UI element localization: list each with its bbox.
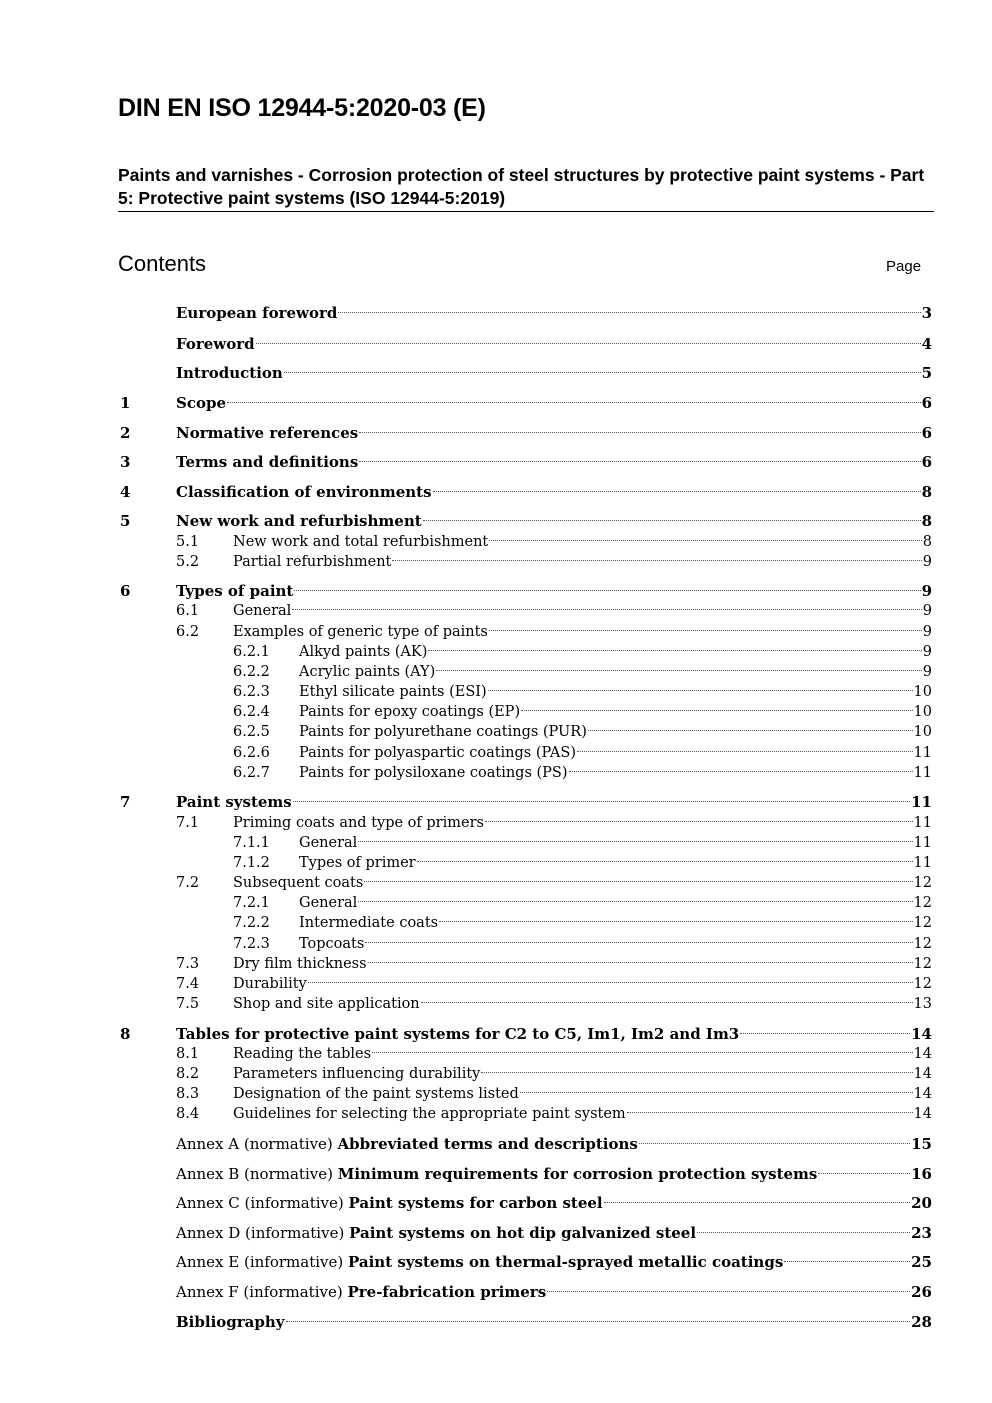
toc-entry-annex-c[interactable] bbox=[120, 1192, 932, 1214]
toc-entry-title: Types of paint bbox=[176, 582, 294, 600]
toc-entry-number: 1 bbox=[120, 394, 131, 412]
toc-entry-7-1[interactable] bbox=[120, 812, 932, 834]
leader-dots bbox=[547, 1291, 910, 1292]
toc-entry-title: Priming coats and type of primers bbox=[233, 815, 484, 831]
toc-entry-page: 12 bbox=[913, 936, 932, 952]
leader-dots bbox=[368, 962, 913, 963]
toc-entry-number: 8.4 bbox=[176, 1106, 200, 1122]
toc-entry-7-1-1[interactable] bbox=[120, 832, 932, 854]
leader-dots bbox=[338, 312, 920, 313]
leader-dots bbox=[358, 841, 912, 842]
toc-entry-7-3[interactable] bbox=[120, 953, 932, 975]
leader-dots bbox=[489, 630, 922, 631]
toc-entry-page: 26 bbox=[911, 1283, 932, 1301]
toc-entry-number: 7.4 bbox=[176, 976, 200, 992]
leader-dots bbox=[521, 710, 912, 711]
toc-entry-3[interactable] bbox=[120, 451, 932, 473]
toc-entry-6-2[interactable] bbox=[120, 621, 932, 643]
toc-entry-page: 15 bbox=[911, 1135, 932, 1153]
toc-entry-number: 8.2 bbox=[176, 1066, 200, 1082]
leader-dots bbox=[286, 1321, 911, 1322]
document-subtitle: Paints and varnishes - Corrosion protection of steel structures by protective paint systems - Part 5: Protective paint systems (ISO 12944-5:2019) bbox=[118, 164, 934, 212]
toc-entry-number: 4 bbox=[120, 483, 131, 501]
toc-entry-title: Partial refurbishment bbox=[233, 554, 392, 570]
toc-entry-7-2-2[interactable] bbox=[120, 912, 932, 934]
toc-entry-page: 5 bbox=[921, 364, 932, 382]
annex-title: Pre-fabrication primers bbox=[347, 1283, 547, 1301]
toc-entry-2[interactable] bbox=[120, 422, 932, 444]
toc-entry-page: 8 bbox=[921, 512, 932, 530]
toc-entry-title: Introduction bbox=[176, 364, 283, 382]
leader-dots bbox=[740, 1033, 910, 1034]
leader-dots bbox=[284, 372, 921, 373]
toc-entry-page: 13 bbox=[913, 996, 932, 1012]
toc-entry-page: 9 bbox=[922, 603, 932, 619]
annex-title: Paint systems for carbon steel bbox=[348, 1194, 603, 1212]
toc-entry-number: 3 bbox=[120, 453, 131, 471]
leader-dots bbox=[489, 540, 922, 541]
annex-prefix: Annex B (normative) bbox=[176, 1165, 338, 1183]
leader-dots bbox=[485, 821, 913, 822]
leader-dots bbox=[697, 1232, 910, 1233]
toc-entry-title: Terms and definitions bbox=[176, 453, 359, 471]
toc-entry-5-1[interactable] bbox=[120, 531, 932, 553]
leader-dots bbox=[256, 343, 921, 344]
leader-dots bbox=[227, 402, 921, 403]
leader-dots bbox=[292, 609, 921, 610]
leader-dots bbox=[627, 1112, 913, 1113]
leader-dots bbox=[359, 461, 920, 462]
toc-entry-8[interactable] bbox=[120, 1023, 932, 1045]
annex-title: Minimum requirements for corrosion protection systems bbox=[337, 1165, 818, 1183]
leader-dots bbox=[433, 491, 921, 492]
toc-entry-number: 7.2.3 bbox=[233, 936, 270, 952]
annex-prefix: Annex C (informative) bbox=[176, 1194, 349, 1212]
toc-entry-title: Designation of the paint systems listed bbox=[233, 1086, 519, 1102]
leader-dots bbox=[588, 730, 913, 731]
toc-entry-title: Acrylic paints (AY) bbox=[299, 664, 436, 680]
toc-entry-title: Scope bbox=[176, 394, 227, 412]
annex-prefix: Annex E (informative) bbox=[176, 1253, 349, 1271]
toc-entry-number: 6 bbox=[120, 582, 131, 600]
toc-entry-page: 3 bbox=[921, 304, 932, 322]
toc-entry-number: 7 bbox=[120, 793, 131, 811]
toc-entry-7-2-1[interactable] bbox=[120, 892, 932, 914]
toc-entry-page: 9 bbox=[922, 554, 932, 570]
leader-dots bbox=[392, 560, 921, 561]
contents-heading: Contents bbox=[118, 251, 207, 276]
leader-dots bbox=[439, 921, 912, 922]
toc-entry-number: 2 bbox=[120, 424, 131, 442]
toc-entry-page: 20 bbox=[911, 1194, 932, 1212]
leader-dots bbox=[421, 1002, 913, 1003]
toc-entry-7-2[interactable] bbox=[120, 872, 932, 894]
toc-entry-8-4[interactable] bbox=[120, 1103, 932, 1125]
toc-entry-page: 9 bbox=[922, 624, 932, 640]
toc-entry-title: New work and total refurbishment bbox=[233, 534, 489, 550]
toc-entry-page: 6 bbox=[921, 424, 932, 442]
toc-entry-6-2-5[interactable] bbox=[120, 721, 932, 743]
toc-entry-page: 11 bbox=[913, 815, 932, 831]
toc-entry-title: Paints for polysiloxane coatings (PS) bbox=[299, 765, 568, 781]
toc-entry-title: Foreword bbox=[176, 335, 255, 353]
toc-entry-6-2-4[interactable] bbox=[120, 701, 932, 723]
toc-entry-title: European foreword bbox=[176, 304, 338, 322]
document-title: DIN EN ISO 12944-5:2020-03 (E) bbox=[118, 94, 486, 122]
leader-dots bbox=[577, 751, 913, 752]
leader-dots bbox=[784, 1261, 910, 1262]
leader-dots bbox=[364, 881, 912, 882]
toc-entry-page: 28 bbox=[911, 1313, 932, 1331]
toc-entry-page: 10 bbox=[913, 724, 932, 740]
toc-entry-title: Paints for polyurethane coatings (PUR) bbox=[299, 724, 587, 740]
toc-entry-number: 6.2.5 bbox=[233, 724, 270, 740]
toc-entry-page: 11 bbox=[913, 745, 932, 761]
toc-entry-title: Subsequent coats bbox=[233, 875, 364, 891]
toc-entry-number: 5.1 bbox=[176, 534, 200, 550]
leader-dots bbox=[639, 1143, 910, 1144]
toc-entry-title: Dry film thickness bbox=[233, 956, 367, 972]
toc-entry-number: 7.2 bbox=[176, 875, 200, 891]
toc-entry-number: 5 bbox=[120, 512, 131, 530]
toc-entry-page: 25 bbox=[911, 1253, 932, 1271]
toc-entry-page: 12 bbox=[913, 956, 932, 972]
toc-entry-european-foreword[interactable] bbox=[120, 302, 932, 324]
toc-entry-number: 8 bbox=[120, 1025, 131, 1043]
toc-entry-title: New work and refurbishment bbox=[176, 512, 422, 530]
toc-entry-number: 7.1.1 bbox=[233, 835, 270, 851]
toc-entry-title: Paints for polyaspartic coatings (PAS) bbox=[299, 745, 576, 761]
toc-entry-4[interactable] bbox=[120, 481, 932, 503]
leader-dots bbox=[372, 1052, 912, 1053]
toc-entry-page: 14 bbox=[913, 1066, 932, 1082]
annex-title: Abbreviated terms and descriptions bbox=[337, 1135, 638, 1153]
leader-dots bbox=[436, 670, 921, 671]
toc-entry-annex-e[interactable] bbox=[120, 1251, 932, 1273]
leader-dots bbox=[818, 1173, 910, 1174]
toc-entry-page: 6 bbox=[921, 453, 932, 471]
toc-entry-number: 6.2.3 bbox=[233, 684, 270, 700]
annex-prefix: Annex A (normative) bbox=[176, 1135, 338, 1153]
toc-entry-page: 9 bbox=[922, 664, 932, 680]
toc-entry-title: Classification of environments bbox=[176, 483, 432, 501]
toc-entry-number: 7.3 bbox=[176, 956, 200, 972]
toc-entry-title: Ethyl silicate paints (ESI) bbox=[299, 684, 487, 700]
toc-entry-page: 4 bbox=[921, 335, 932, 353]
toc-entry-page: 16 bbox=[911, 1165, 932, 1183]
toc-entry-number: 7.2.2 bbox=[233, 915, 270, 931]
toc-entry-number: 6.2.4 bbox=[233, 704, 270, 720]
toc-entry-number: 6.2.1 bbox=[233, 644, 270, 660]
toc-entry-page: 12 bbox=[913, 875, 932, 891]
toc-entry-number: 6.2 bbox=[176, 624, 200, 640]
toc-entry-7-4[interactable] bbox=[120, 973, 932, 995]
toc-entry-page: 10 bbox=[913, 684, 932, 700]
toc-entry-annex-a[interactable] bbox=[120, 1133, 932, 1155]
leader-dots bbox=[488, 690, 913, 691]
toc-entry-title: Guidelines for selecting the appropriate paint system bbox=[233, 1106, 626, 1122]
toc-entry-title: Bibliography bbox=[176, 1313, 285, 1331]
toc-entry-number: 7.1 bbox=[176, 815, 200, 831]
toc-entry-number: 7.2.1 bbox=[233, 895, 270, 911]
toc-entry-page: 8 bbox=[921, 483, 932, 501]
toc-entry-7-1-2[interactable] bbox=[120, 852, 932, 874]
toc-entry-8-1[interactable] bbox=[120, 1043, 932, 1065]
leader-dots bbox=[358, 901, 912, 902]
toc-entry-title: Paint systems bbox=[176, 793, 292, 811]
toc-entry-bibliography[interactable] bbox=[120, 1311, 932, 1333]
toc-entry-number: 6.2.7 bbox=[233, 765, 270, 781]
toc-entry-5[interactable] bbox=[120, 510, 932, 532]
leader-dots bbox=[481, 1072, 912, 1073]
toc-entry-page: 14 bbox=[913, 1086, 932, 1102]
leader-dots bbox=[520, 1092, 913, 1093]
toc-entry-page: 9 bbox=[922, 644, 932, 660]
toc-entry-number: 7.1.2 bbox=[233, 855, 270, 871]
leader-dots bbox=[417, 861, 913, 862]
toc-entry-page: 12 bbox=[913, 915, 932, 931]
toc-entry-title: General bbox=[299, 835, 358, 851]
toc-entry-6-2-1[interactable] bbox=[120, 641, 932, 663]
toc-entry-page: 14 bbox=[911, 1025, 932, 1043]
toc-entry-number: 7.5 bbox=[176, 996, 200, 1012]
toc-entry-8-3[interactable] bbox=[120, 1083, 932, 1105]
toc-entry-page: 23 bbox=[911, 1224, 932, 1242]
toc-entry-6-2-3[interactable] bbox=[120, 681, 932, 703]
toc-entry-page: 10 bbox=[913, 704, 932, 720]
toc-entry-number: 6.2.6 bbox=[233, 745, 270, 761]
page-column-label: Page bbox=[886, 258, 922, 275]
toc-entry-8-2[interactable] bbox=[120, 1063, 932, 1085]
toc-entry-title: Alkyd paints (AK) bbox=[299, 644, 428, 660]
toc-entry-6-2-7[interactable] bbox=[120, 762, 932, 784]
leader-dots bbox=[428, 650, 921, 651]
toc-entry-title: Paints for epoxy coatings (EP) bbox=[299, 704, 521, 720]
toc-entry-title: Examples of generic type of paints bbox=[233, 624, 488, 640]
annex-prefix: Annex F (informative) bbox=[176, 1283, 348, 1301]
toc-entry-page: 11 bbox=[911, 793, 932, 811]
toc-entry-6-1[interactable] bbox=[120, 600, 932, 622]
toc-entry-title: Tables for protective paint systems for C2 to C5, Im1, Im2 and Im3 bbox=[176, 1025, 740, 1043]
annex-prefix: Annex D (informative) bbox=[176, 1224, 350, 1242]
toc-entry-title: General bbox=[233, 603, 292, 619]
toc-entry-page: 11 bbox=[913, 855, 932, 871]
toc-entry-title: Types of primer bbox=[299, 855, 416, 871]
toc-entry-7-2-3[interactable] bbox=[120, 933, 932, 955]
toc-entry-7-5[interactable] bbox=[120, 993, 932, 1015]
toc-entry-page: 14 bbox=[913, 1046, 932, 1062]
toc-entry-title: Durability bbox=[233, 976, 307, 992]
toc-entry-title: Normative references bbox=[176, 424, 359, 442]
toc-entry-6-2-6[interactable] bbox=[120, 742, 932, 764]
toc-entry-title: Intermediate coats bbox=[299, 915, 439, 931]
leader-dots bbox=[293, 801, 910, 802]
toc-entry-number: 5.2 bbox=[176, 554, 200, 570]
toc-entry-1[interactable] bbox=[120, 392, 932, 414]
toc-entry-page: 12 bbox=[913, 976, 932, 992]
toc-entry-introduction[interactable] bbox=[120, 362, 932, 384]
toc-entry-page: 8 bbox=[922, 534, 932, 550]
leader-dots bbox=[365, 942, 912, 943]
leader-dots bbox=[423, 520, 921, 521]
toc-entry-annex-d[interactable] bbox=[120, 1222, 932, 1244]
toc-entry-number: 8.3 bbox=[176, 1086, 200, 1102]
toc-entry-foreword[interactable] bbox=[120, 333, 932, 355]
toc-entry-number: 8.1 bbox=[176, 1046, 200, 1062]
annex-title: Paint systems on hot dip galvanized steel bbox=[349, 1224, 697, 1242]
toc-entry-title: Reading the tables bbox=[233, 1046, 372, 1062]
toc-entry-6[interactable] bbox=[120, 580, 932, 602]
toc-entry-page: 11 bbox=[913, 765, 932, 781]
toc-entry-page: 6 bbox=[921, 394, 932, 412]
toc-entry-number: 6.2.2 bbox=[233, 664, 270, 680]
leader-dots bbox=[308, 982, 913, 983]
toc-entry-annex-b[interactable] bbox=[120, 1163, 932, 1185]
toc-entry-annex-f[interactable] bbox=[120, 1281, 932, 1303]
toc-entry-page: 14 bbox=[913, 1106, 932, 1122]
toc-entry-7[interactable] bbox=[120, 791, 932, 813]
toc-entry-title: Shop and site application bbox=[233, 996, 420, 1012]
leader-dots bbox=[294, 590, 920, 591]
annex-title: Paint systems on thermal-sprayed metallic coatings bbox=[348, 1253, 784, 1271]
toc-entry-title: General bbox=[299, 895, 358, 911]
leader-dots bbox=[569, 771, 913, 772]
toc-entry-number: 6.1 bbox=[176, 603, 200, 619]
toc-entry-title: Topcoats bbox=[299, 936, 365, 952]
toc-entry-page: 9 bbox=[921, 582, 932, 600]
toc-entry-title: Parameters influencing durability bbox=[233, 1066, 481, 1082]
toc-entry-6-2-2[interactable] bbox=[120, 661, 932, 683]
leader-dots bbox=[359, 432, 920, 433]
toc-entry-page: 12 bbox=[913, 895, 932, 911]
toc-entry-page: 11 bbox=[913, 835, 932, 851]
toc-entry-5-2[interactable] bbox=[120, 551, 932, 573]
leader-dots bbox=[604, 1202, 911, 1203]
